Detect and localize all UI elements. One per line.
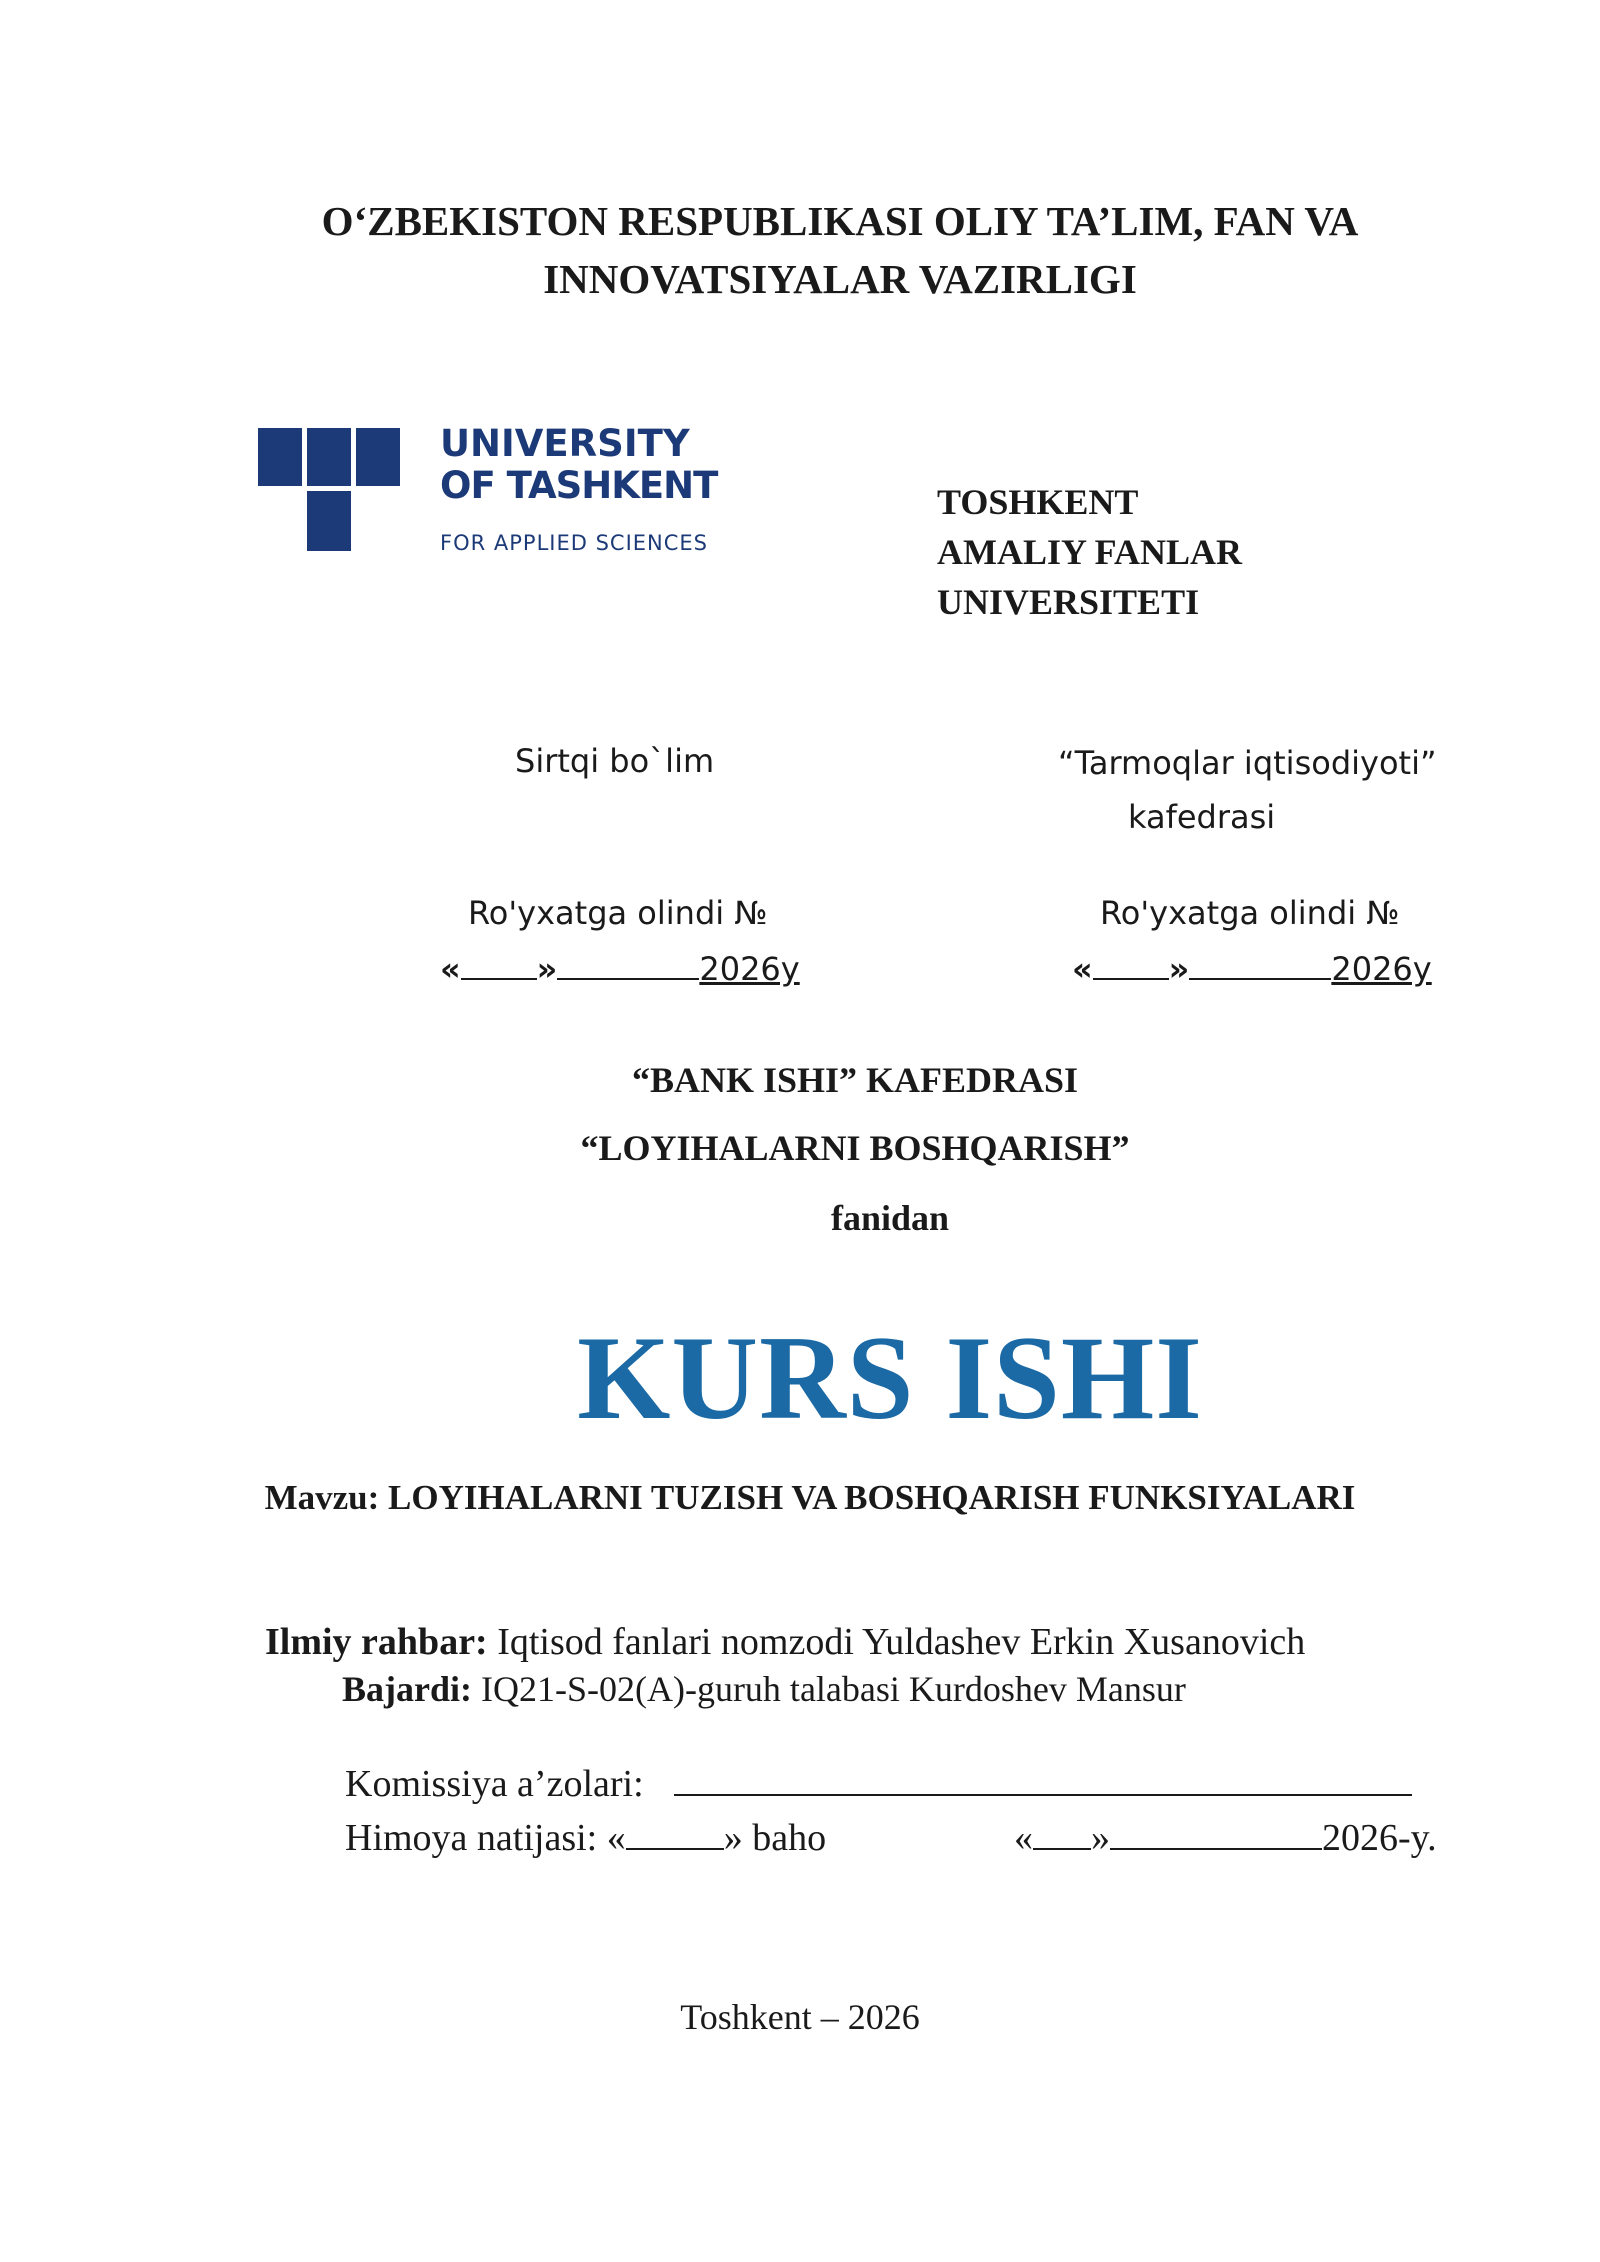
logo-square-1 <box>258 428 302 486</box>
footer-city-year: Toshkent – 2026 <box>680 1997 920 2037</box>
author-line <box>342 1668 1186 1710</box>
right-month-blank <box>1189 948 1331 980</box>
right-open-quote: « <box>1072 950 1093 988</box>
document-title: KURS ISHI <box>577 1311 1203 1444</box>
defense-date <box>1014 1816 1437 1860</box>
university-logo <box>258 422 718 568</box>
result-line <box>345 1816 826 1860</box>
left-close-quote: » <box>536 950 558 988</box>
logo-text-applied-sciences: FOR APPLIED SCIENCES <box>440 531 709 555</box>
left-year: 2026y <box>699 950 800 988</box>
grade-blank <box>626 1818 724 1850</box>
university-name <box>937 477 1242 627</box>
logo-text-university: UNIVERSITY <box>440 422 690 465</box>
right-day-blank <box>1093 948 1169 980</box>
result-mid: » baho <box>723 1817 827 1859</box>
logo-text-of-tashkent: OF TASHKENT <box>440 464 718 507</box>
logo-square-2 <box>307 428 351 486</box>
date-close-quote: » <box>1091 1817 1110 1859</box>
university-name-line-2: AMALIY FANLAR <box>937 532 1242 572</box>
left-registered: Ro'yxatga olindi № <box>468 894 768 932</box>
university-name-line-3: UNIVERSITETI <box>937 582 1200 622</box>
left-department: Sirtqi bo`lim <box>515 742 715 780</box>
right-registered: Ro'yxatga olindi № <box>1100 894 1400 932</box>
right-registration-date <box>1072 948 1432 988</box>
left-registration-date <box>440 948 800 988</box>
left-day-blank <box>461 948 537 980</box>
ministry-line-2: INNOVATSIYALAR VAZIRLIGI <box>543 256 1137 302</box>
ministry-line-1: O‘ZBEKISTON RESPUBLIKASI OLIY TA’LIM, FAN VA <box>321 198 1359 244</box>
right-close-quote: » <box>1168 950 1190 988</box>
right-department-line-1: “Tarmoqlar iqtisodiyoti” <box>1058 744 1437 782</box>
date-day-blank <box>1033 1818 1091 1850</box>
commission-line <box>345 1762 1412 1806</box>
left-month-blank <box>557 948 699 980</box>
right-department-line-2: kafedrasi <box>1128 798 1276 836</box>
left-open-quote: « <box>440 950 461 988</box>
author-label: Bajardi: <box>342 1669 472 1709</box>
date-month-blank <box>1110 1818 1322 1850</box>
university-name-line-1: TOSHKENT <box>937 482 1139 522</box>
subject-heading: “LOYIHALARNI BOSHQARISH” <box>580 1128 1130 1168</box>
supervisor-label: Ilmiy rahbar: <box>265 1621 488 1663</box>
logo-square-4 <box>307 491 351 551</box>
right-year: 2026y <box>1331 950 1432 988</box>
commission-label: Komissiya a’zolari: <box>345 1763 644 1805</box>
date-open-quote: « <box>1014 1817 1033 1859</box>
kafedra-heading: “BANK ISHI” KAFEDRASI <box>631 1060 1079 1100</box>
topic-line: Mavzu: LOYIHALARNI TUZISH VA BOSHQARISH FUNKSIYALARI <box>264 1478 1356 1517</box>
fanidan-label: fanidan <box>830 1198 950 1238</box>
result-label: Himoya natijasi: « <box>345 1817 626 1859</box>
commission-blank <box>674 1764 1412 1796</box>
ministry-header <box>200 192 1480 308</box>
author-value: IQ21-S-02(A)-guruh talabasi Kurdoshev Mansur <box>472 1669 1186 1709</box>
logo-square-3 <box>356 428 400 486</box>
date-year: 2026-y. <box>1322 1817 1437 1859</box>
supervisor-line <box>265 1620 1305 1664</box>
supervisor-value: Iqtisod fanlari nomzodi Yuldashev Erkin Xusanovich <box>487 1621 1306 1663</box>
